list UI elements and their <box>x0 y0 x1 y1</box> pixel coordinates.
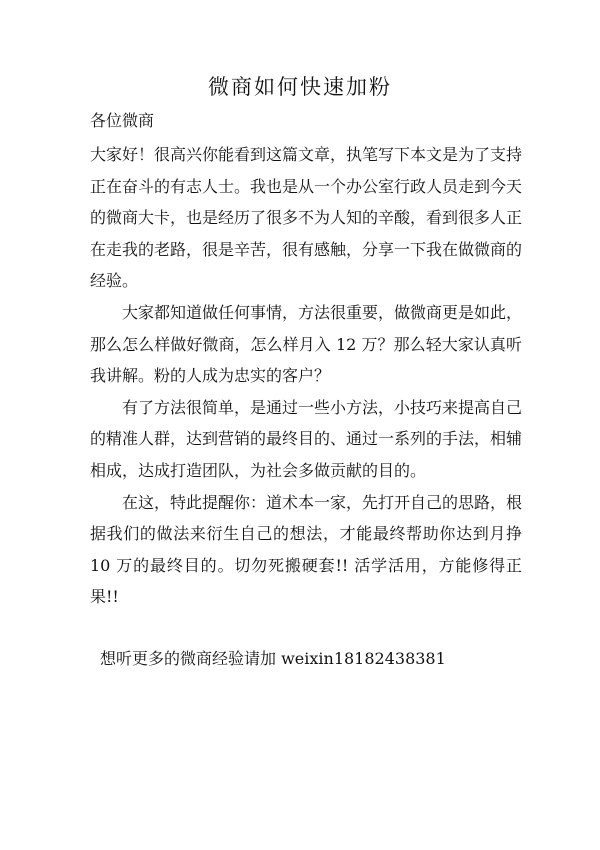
contact-note: 想听更多的微商经验请加 weixin18182438381 <box>100 649 446 668</box>
paragraph-intro: 大家好！很高兴你能看到这篇文章，执笔写下本文是为了支持正在奋斗的有志人士。我也是从一个办公室行政人员走到今天的微商大卡，也是经历了很多不为人知的辛酸，看到很多人正在走我的老路，很是辛苦，很有感触，分享一下我在做微商的经验。 <box>90 145 523 291</box>
document-body <box>90 139 522 613</box>
paragraph-method: 大家都知道做任何事情，方法很重要，做微商更是如此，那么怎么样做好微商，怎么样月入 12 万？那么轻大家认真听我讲解。粉的人成为忠实的客户？ <box>90 302 523 386</box>
document-title: 微商如何快速加粉 <box>208 75 392 99</box>
paragraph-reminder: 在这，特此提醒你：道术本一家，先打开自己的思路，根据我们的做法来衍生自己的想法，才能最终帮助你达到月挣 10 万的最终目的。切勿死搬硬套!! 活学活用，方能修得正果!! <box>90 492 523 607</box>
salutation: 各位微商 <box>90 111 155 130</box>
paragraph-technique: 有了方法很简单，是通过一些小方法，小技巧来提高自己的精准人群，达到营销的最终目的、通过一系列的手法，相辅相成，达成打造团队，为社会多做贡献的目的。 <box>90 397 523 480</box>
